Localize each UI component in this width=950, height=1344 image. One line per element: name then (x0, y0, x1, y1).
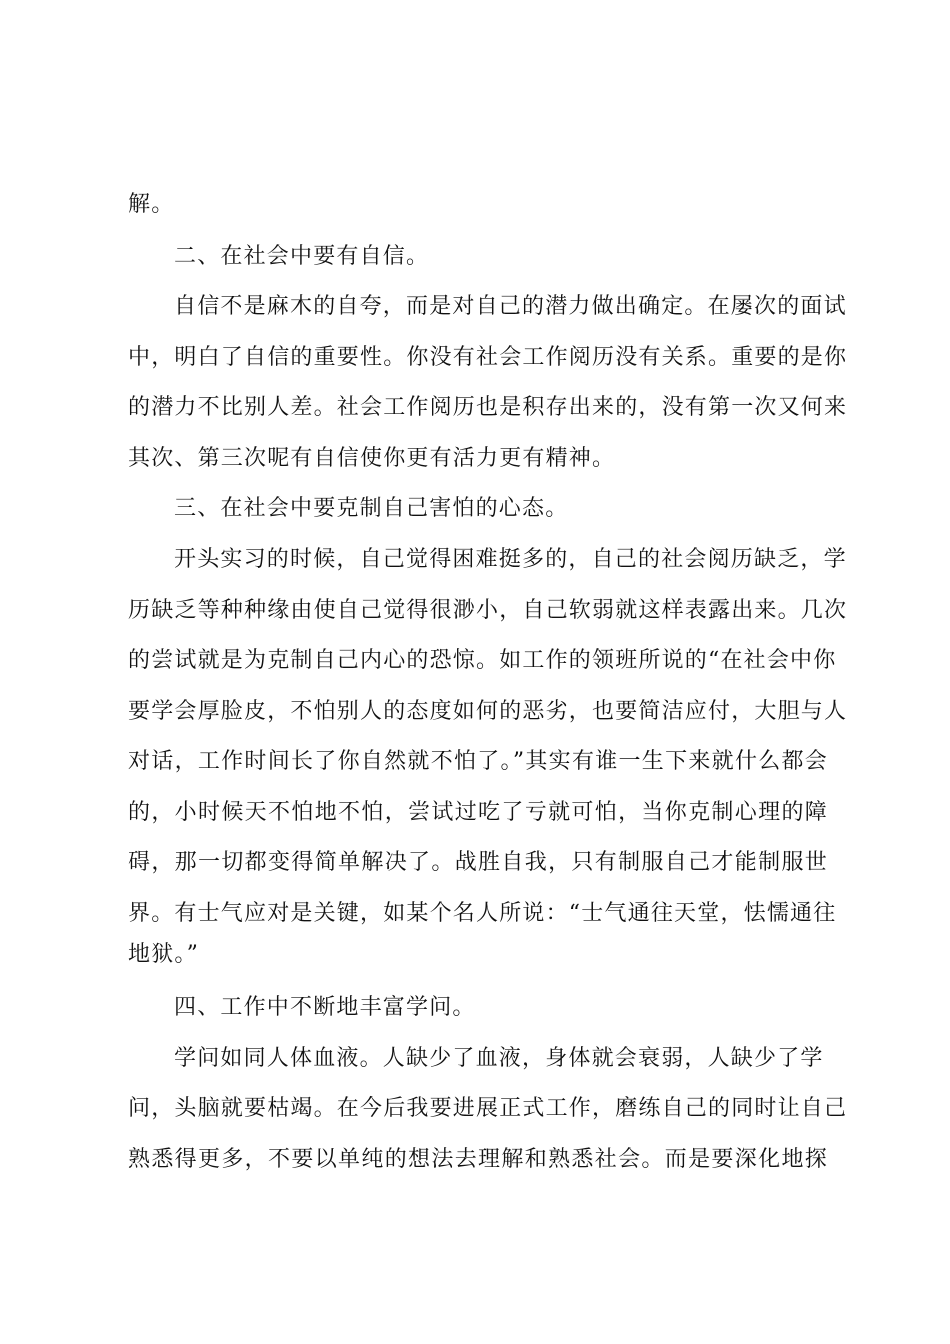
paragraph-line: 对话，工作时间长了你自然就不怕了。”其实有谁一生下来就什么都会 (128, 749, 828, 774)
paragraph-line: 地狱。” (128, 942, 200, 967)
paragraph-line: 碍，那一切都变得简单解决了。战胜自我，只有制服自己才能制服世 (128, 850, 828, 875)
paragraph-line: 的，小时候天不怕地不怕，尝试过吃了亏就可怕，当你克制心理的障 (128, 800, 828, 825)
paragraph-line: 自信不是麻木的自夸，而是对自己的潜力做出确定。在屡次的面试 (174, 294, 847, 319)
paragraph-line: 问，头脑就要枯竭。在今后我要进展正式工作，磨练自己的同时让自己 (128, 1096, 848, 1121)
paragraph-line: 要学会厚脸皮，不怕别人的态度如何的恶劣，也要简洁应付，大胆与人 (128, 699, 848, 724)
paragraph-line: 解。 (128, 192, 175, 217)
paragraph-line: 开头实习的时候，自己觉得困难挺多的，自己的社会阅历缺乏，学 (174, 547, 847, 572)
section-heading: 二、在社会中要有自信。 (174, 244, 430, 269)
paragraph-line: 的潜力不比别人差。社会工作阅历也是积存出来的，没有第一次又何来 (128, 395, 848, 420)
paragraph-line: 的尝试就是为克制自己内心的恐惊。如工作的领班所说的“在社会中你 (128, 648, 837, 673)
paragraph-line: 其次、第三次呢有自信使你更有活力更有精神。 (128, 446, 616, 471)
section-heading: 三、在社会中要克制自己害怕的心态。 (174, 496, 569, 521)
paragraph-line: 界。有士气应对是关键，如某个名人所说：“士气通往天堂，怯懦通往 (128, 901, 837, 926)
paragraph-line: 中，明白了自信的重要性。你没有社会工作阅历没有关系。重要的是你 (128, 345, 848, 370)
paragraph-line: 学问如同人体血液。人缺少了血液，身体就会衰弱，人缺少了学 (174, 1046, 824, 1071)
paragraph-line: 熟悉得更多，不要以单纯的想法去理解和熟悉社会。而是要深化地探 (128, 1147, 828, 1172)
section-heading: 四、工作中不断地丰富学问。 (174, 995, 476, 1020)
paragraph-line: 历缺乏等种种缘由使自己觉得很渺小，自己软弱就这样表露出来。几次 (128, 598, 848, 623)
